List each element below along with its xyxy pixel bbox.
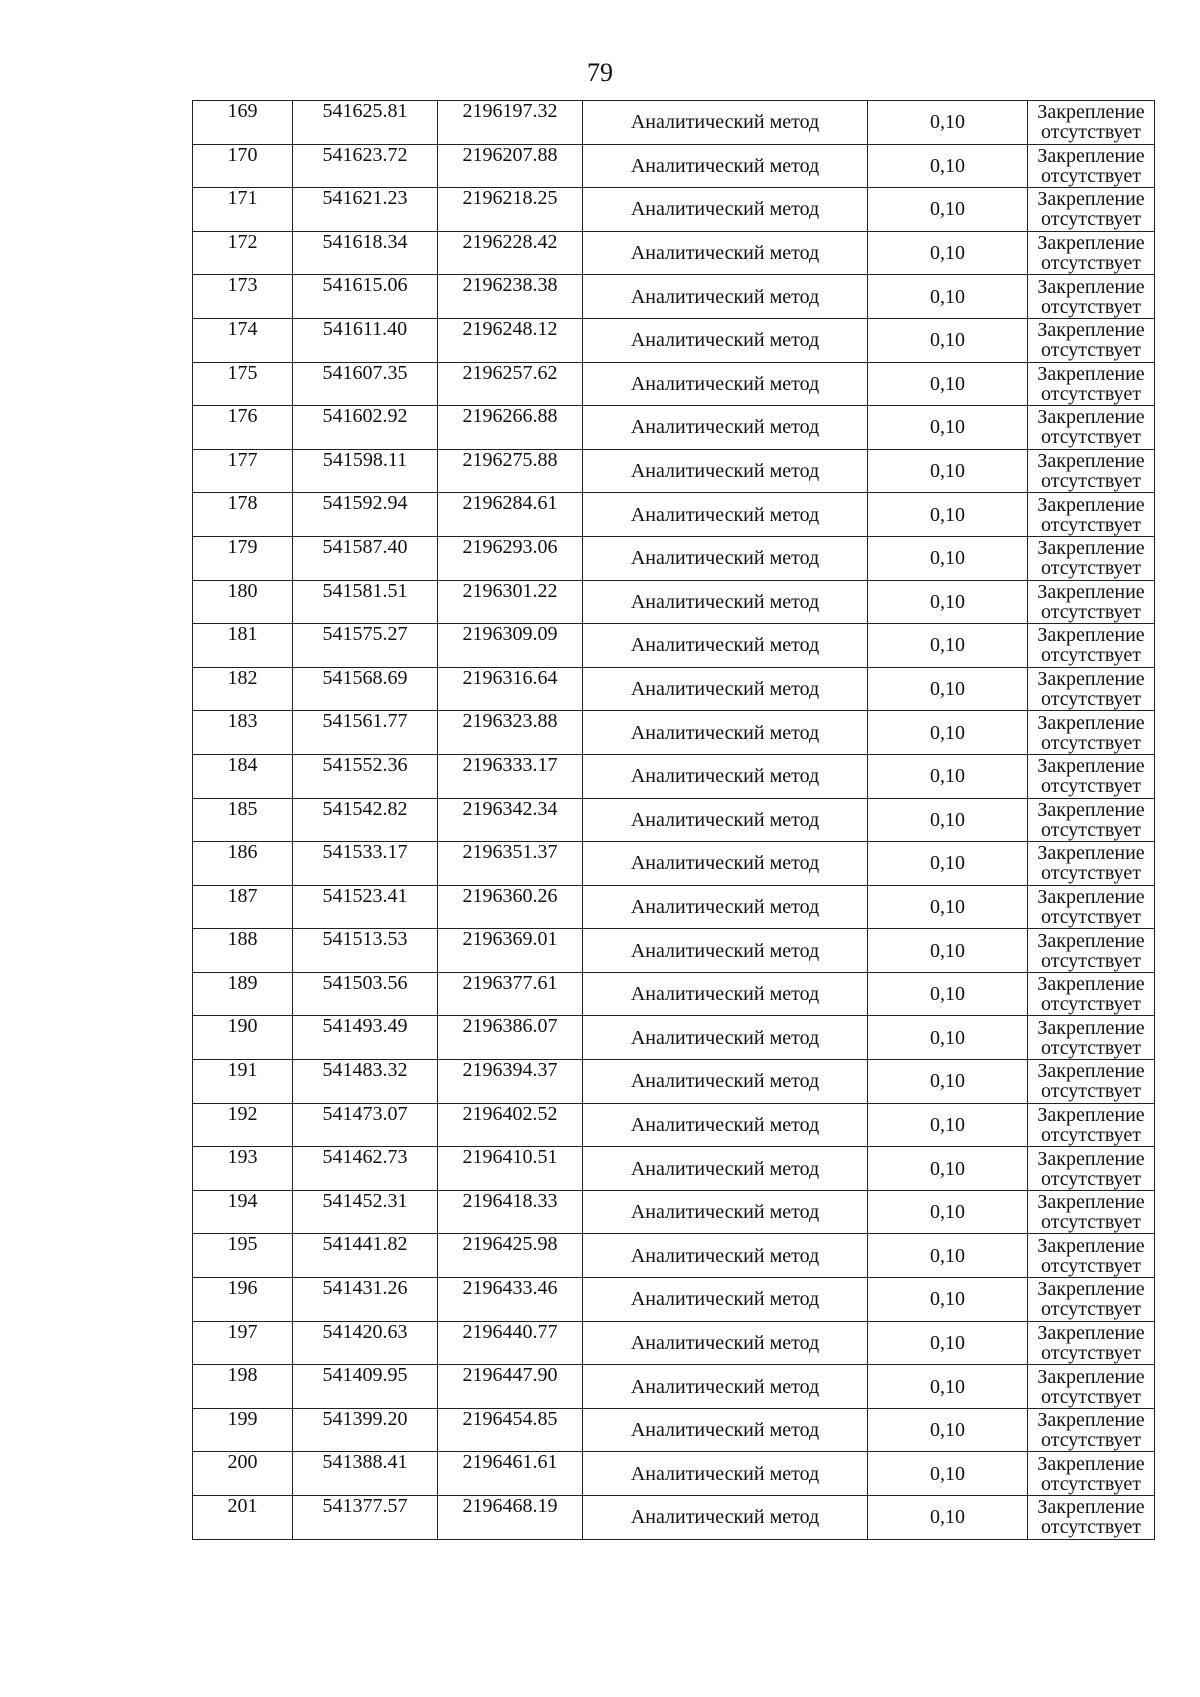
point-number-cell: 178: [193, 493, 293, 537]
precision-cell: 0,10: [868, 1496, 1028, 1540]
table-row: [193, 972, 1155, 1016]
x-coordinate-cell: 541598.11: [293, 449, 438, 493]
point-number-cell: 201: [193, 1496, 293, 1540]
precision-cell: 0,10: [868, 798, 1028, 842]
table-row: [193, 1190, 1155, 1234]
fixation-cell: Закрепление отсутствует: [1028, 1321, 1155, 1365]
x-coordinate-cell: 541568.69: [293, 667, 438, 711]
method-cell: Аналитический метод: [583, 1496, 868, 1540]
method-cell: Аналитический метод: [583, 188, 868, 232]
y-coordinate-cell: 2196248.12: [438, 318, 583, 362]
point-number-cell: 186: [193, 842, 293, 886]
x-coordinate-cell: 541552.36: [293, 754, 438, 798]
y-coordinate-cell: 2196301.22: [438, 580, 583, 624]
fixation-cell: Закрепление отсутствует: [1028, 1452, 1155, 1496]
table-row: [193, 231, 1155, 275]
point-number-cell: 175: [193, 362, 293, 406]
method-cell: Аналитический метод: [583, 1321, 868, 1365]
x-coordinate-cell: 541625.81: [293, 101, 438, 145]
table-row: [193, 406, 1155, 450]
point-number-cell: 169: [193, 101, 293, 145]
x-coordinate-cell: 541533.17: [293, 842, 438, 886]
table-row: [193, 885, 1155, 929]
x-coordinate-cell: 541483.32: [293, 1060, 438, 1104]
method-cell: Аналитический метод: [583, 449, 868, 493]
point-number-cell: 174: [193, 318, 293, 362]
fixation-cell: Закрепление отсутствует: [1028, 798, 1155, 842]
x-coordinate-cell: 541441.82: [293, 1234, 438, 1278]
fixation-cell: Закрепление отсутствует: [1028, 1278, 1155, 1322]
x-coordinate-cell: 541611.40: [293, 318, 438, 362]
y-coordinate-cell: 2196447.90: [438, 1365, 583, 1409]
point-number-cell: 173: [193, 275, 293, 319]
table-row: [193, 275, 1155, 319]
precision-cell: 0,10: [868, 1234, 1028, 1278]
point-number-cell: 171: [193, 188, 293, 232]
y-coordinate-cell: 2196257.62: [438, 362, 583, 406]
y-coordinate-cell: 2196197.32: [438, 101, 583, 145]
point-number-cell: 188: [193, 929, 293, 973]
table-row: [193, 1147, 1155, 1191]
precision-cell: 0,10: [868, 101, 1028, 145]
precision-cell: 0,10: [868, 1147, 1028, 1191]
fixation-cell: Закрепление отсутствует: [1028, 231, 1155, 275]
table-row: [193, 1496, 1155, 1540]
fixation-cell: Закрепление отсутствует: [1028, 1103, 1155, 1147]
precision-cell: 0,10: [868, 624, 1028, 668]
table-row: [193, 188, 1155, 232]
point-number-cell: 180: [193, 580, 293, 624]
table-row: [193, 1321, 1155, 1365]
x-coordinate-cell: 541542.82: [293, 798, 438, 842]
x-coordinate-cell: 541615.06: [293, 275, 438, 319]
x-coordinate-cell: 541431.26: [293, 1278, 438, 1322]
precision-cell: 0,10: [868, 929, 1028, 973]
point-number-cell: 189: [193, 972, 293, 1016]
method-cell: Аналитический метод: [583, 1234, 868, 1278]
x-coordinate-cell: 541513.53: [293, 929, 438, 973]
y-coordinate-cell: 2196266.88: [438, 406, 583, 450]
fixation-cell: Закрепление отсутствует: [1028, 624, 1155, 668]
fixation-cell: Закрепление отсутствует: [1028, 101, 1155, 145]
fixation-cell: Закрепление отсутствует: [1028, 188, 1155, 232]
y-coordinate-cell: 2196369.01: [438, 929, 583, 973]
method-cell: Аналитический метод: [583, 536, 868, 580]
table-row: [193, 624, 1155, 668]
precision-cell: 0,10: [868, 318, 1028, 362]
y-coordinate-cell: 2196351.37: [438, 842, 583, 886]
table-row: [193, 1234, 1155, 1278]
fixation-cell: Закрепление отсутствует: [1028, 929, 1155, 973]
point-number-cell: 195: [193, 1234, 293, 1278]
y-coordinate-cell: 2196433.46: [438, 1278, 583, 1322]
fixation-cell: Закрепление отсутствует: [1028, 275, 1155, 319]
method-cell: Аналитический метод: [583, 1278, 868, 1322]
fixation-cell: Закрепление отсутствует: [1028, 144, 1155, 188]
table-row: [193, 493, 1155, 537]
table-row: [193, 144, 1155, 188]
table-row: [193, 711, 1155, 755]
method-cell: Аналитический метод: [583, 406, 868, 450]
precision-cell: 0,10: [868, 449, 1028, 493]
fixation-cell: Закрепление отсутствует: [1028, 667, 1155, 711]
x-coordinate-cell: 541607.35: [293, 362, 438, 406]
y-coordinate-cell: 2196316.64: [438, 667, 583, 711]
y-coordinate-cell: 2196323.88: [438, 711, 583, 755]
method-cell: Аналитический метод: [583, 972, 868, 1016]
precision-cell: 0,10: [868, 362, 1028, 406]
fixation-cell: Закрепление отсутствует: [1028, 1496, 1155, 1540]
point-number-cell: 181: [193, 624, 293, 668]
fixation-cell: Закрепление отсутствует: [1028, 711, 1155, 755]
point-number-cell: 170: [193, 144, 293, 188]
method-cell: Аналитический метод: [583, 493, 868, 537]
y-coordinate-cell: 2196425.98: [438, 1234, 583, 1278]
precision-cell: 0,10: [868, 1103, 1028, 1147]
table-row: [193, 1060, 1155, 1104]
method-cell: Аналитический метод: [583, 929, 868, 973]
fixation-cell: Закрепление отсутствует: [1028, 842, 1155, 886]
page-number: 79: [587, 58, 613, 87]
precision-cell: 0,10: [868, 1408, 1028, 1452]
method-cell: Аналитический метод: [583, 275, 868, 319]
y-coordinate-cell: 2196284.61: [438, 493, 583, 537]
precision-cell: 0,10: [868, 1190, 1028, 1234]
precision-cell: 0,10: [868, 188, 1028, 232]
y-coordinate-cell: 2196394.37: [438, 1060, 583, 1104]
fixation-cell: Закрепление отсутствует: [1028, 406, 1155, 450]
y-coordinate-cell: 2196207.88: [438, 144, 583, 188]
x-coordinate-cell: 541462.73: [293, 1147, 438, 1191]
method-cell: Аналитический метод: [583, 362, 868, 406]
fixation-cell: Закрепление отсутствует: [1028, 972, 1155, 1016]
method-cell: Аналитический метод: [583, 144, 868, 188]
method-cell: Аналитический метод: [583, 885, 868, 929]
fixation-cell: Закрепление отсутствует: [1028, 1060, 1155, 1104]
table-row: [193, 667, 1155, 711]
method-cell: Аналитический метод: [583, 1147, 868, 1191]
table-row: [193, 842, 1155, 886]
y-coordinate-cell: 2196410.51: [438, 1147, 583, 1191]
table-row: [193, 754, 1155, 798]
method-cell: Аналитический метод: [583, 101, 868, 145]
point-number-cell: 198: [193, 1365, 293, 1409]
x-coordinate-cell: 541587.40: [293, 536, 438, 580]
x-coordinate-cell: 541592.94: [293, 493, 438, 537]
x-coordinate-cell: 541409.95: [293, 1365, 438, 1409]
method-cell: Аналитический метод: [583, 318, 868, 362]
x-coordinate-cell: 541377.57: [293, 1496, 438, 1540]
fixation-cell: Закрепление отсутствует: [1028, 580, 1155, 624]
point-number-cell: 200: [193, 1452, 293, 1496]
y-coordinate-cell: 2196468.19: [438, 1496, 583, 1540]
y-coordinate-cell: 2196228.42: [438, 231, 583, 275]
point-number-cell: 191: [193, 1060, 293, 1104]
method-cell: Аналитический метод: [583, 1103, 868, 1147]
y-coordinate-cell: 2196440.77: [438, 1321, 583, 1365]
table-row: [193, 580, 1155, 624]
table-row: [193, 1408, 1155, 1452]
precision-cell: 0,10: [868, 536, 1028, 580]
point-number-cell: 196: [193, 1278, 293, 1322]
method-cell: Аналитический метод: [583, 842, 868, 886]
point-number-cell: 185: [193, 798, 293, 842]
coordinates-table: [192, 100, 1155, 1540]
fixation-cell: Закрепление отсутствует: [1028, 536, 1155, 580]
table-row: [193, 449, 1155, 493]
point-number-cell: 183: [193, 711, 293, 755]
y-coordinate-cell: 2196418.33: [438, 1190, 583, 1234]
point-number-cell: 184: [193, 754, 293, 798]
method-cell: Аналитический метод: [583, 1408, 868, 1452]
point-number-cell: 190: [193, 1016, 293, 1060]
fixation-cell: Закрепление отсутствует: [1028, 493, 1155, 537]
fixation-cell: Закрепление отсутствует: [1028, 1234, 1155, 1278]
fixation-cell: Закрепление отсутствует: [1028, 1365, 1155, 1409]
fixation-cell: Закрепление отсутствует: [1028, 1408, 1155, 1452]
fixation-cell: Закрепление отсутствует: [1028, 362, 1155, 406]
precision-cell: 0,10: [868, 842, 1028, 886]
point-number-cell: 177: [193, 449, 293, 493]
x-coordinate-cell: 541388.41: [293, 1452, 438, 1496]
x-coordinate-cell: 541503.56: [293, 972, 438, 1016]
fixation-cell: Закрепление отсутствует: [1028, 449, 1155, 493]
point-number-cell: 172: [193, 231, 293, 275]
precision-cell: 0,10: [868, 754, 1028, 798]
x-coordinate-cell: 541581.51: [293, 580, 438, 624]
precision-cell: 0,10: [868, 144, 1028, 188]
fixation-cell: Закрепление отсутствует: [1028, 754, 1155, 798]
precision-cell: 0,10: [868, 406, 1028, 450]
precision-cell: 0,10: [868, 1365, 1028, 1409]
table-row: [193, 318, 1155, 362]
precision-cell: 0,10: [868, 1060, 1028, 1104]
precision-cell: 0,10: [868, 885, 1028, 929]
y-coordinate-cell: 2196309.09: [438, 624, 583, 668]
method-cell: Аналитический метод: [583, 754, 868, 798]
y-coordinate-cell: 2196454.85: [438, 1408, 583, 1452]
method-cell: Аналитический метод: [583, 624, 868, 668]
method-cell: Аналитический метод: [583, 1190, 868, 1234]
y-coordinate-cell: 2196238.38: [438, 275, 583, 319]
x-coordinate-cell: 541621.23: [293, 188, 438, 232]
x-coordinate-cell: 541473.07: [293, 1103, 438, 1147]
y-coordinate-cell: 2196402.52: [438, 1103, 583, 1147]
fixation-cell: Закрепление отсутствует: [1028, 1016, 1155, 1060]
point-number-cell: 182: [193, 667, 293, 711]
coordinates-table-body: [193, 101, 1155, 1540]
precision-cell: 0,10: [868, 275, 1028, 319]
x-coordinate-cell: 541561.77: [293, 711, 438, 755]
table-row: [193, 1452, 1155, 1496]
precision-cell: 0,10: [868, 231, 1028, 275]
precision-cell: 0,10: [868, 711, 1028, 755]
y-coordinate-cell: 2196360.26: [438, 885, 583, 929]
method-cell: Аналитический метод: [583, 1452, 868, 1496]
x-coordinate-cell: 541452.31: [293, 1190, 438, 1234]
fixation-cell: Закрепление отсутствует: [1028, 318, 1155, 362]
point-number-cell: 199: [193, 1408, 293, 1452]
table-row: [193, 1278, 1155, 1322]
y-coordinate-cell: 2196218.25: [438, 188, 583, 232]
method-cell: Аналитический метод: [583, 1016, 868, 1060]
table-row: [193, 798, 1155, 842]
y-coordinate-cell: 2196386.07: [438, 1016, 583, 1060]
x-coordinate-cell: 541623.72: [293, 144, 438, 188]
fixation-cell: Закрепление отсутствует: [1028, 1190, 1155, 1234]
method-cell: Аналитический метод: [583, 711, 868, 755]
x-coordinate-cell: 541618.34: [293, 231, 438, 275]
method-cell: Аналитический метод: [583, 1060, 868, 1104]
x-coordinate-cell: 541523.41: [293, 885, 438, 929]
precision-cell: 0,10: [868, 580, 1028, 624]
point-number-cell: 176: [193, 406, 293, 450]
fixation-cell: Закрепление отсутствует: [1028, 1147, 1155, 1191]
table-row: [193, 929, 1155, 973]
y-coordinate-cell: 2196377.61: [438, 972, 583, 1016]
method-cell: Аналитический метод: [583, 667, 868, 711]
point-number-cell: 192: [193, 1103, 293, 1147]
y-coordinate-cell: 2196461.61: [438, 1452, 583, 1496]
table-row: [193, 1016, 1155, 1060]
table-row: [193, 362, 1155, 406]
y-coordinate-cell: 2196275.88: [438, 449, 583, 493]
y-coordinate-cell: 2196293.06: [438, 536, 583, 580]
x-coordinate-cell: 541575.27: [293, 624, 438, 668]
precision-cell: 0,10: [868, 1452, 1028, 1496]
precision-cell: 0,10: [868, 1321, 1028, 1365]
x-coordinate-cell: 541399.20: [293, 1408, 438, 1452]
precision-cell: 0,10: [868, 493, 1028, 537]
table-row: [193, 536, 1155, 580]
y-coordinate-cell: 2196333.17: [438, 754, 583, 798]
table-row: [193, 101, 1155, 145]
table-row: [193, 1103, 1155, 1147]
method-cell: Аналитический метод: [583, 1365, 868, 1409]
precision-cell: 0,10: [868, 667, 1028, 711]
point-number-cell: 197: [193, 1321, 293, 1365]
method-cell: Аналитический метод: [583, 798, 868, 842]
table-row: [193, 1365, 1155, 1409]
x-coordinate-cell: 541493.49: [293, 1016, 438, 1060]
method-cell: Аналитический метод: [583, 580, 868, 624]
y-coordinate-cell: 2196342.34: [438, 798, 583, 842]
point-number-cell: 193: [193, 1147, 293, 1191]
precision-cell: 0,10: [868, 1016, 1028, 1060]
fixation-cell: Закрепление отсутствует: [1028, 885, 1155, 929]
x-coordinate-cell: 541602.92: [293, 406, 438, 450]
point-number-cell: 179: [193, 536, 293, 580]
x-coordinate-cell: 541420.63: [293, 1321, 438, 1365]
precision-cell: 0,10: [868, 972, 1028, 1016]
point-number-cell: 187: [193, 885, 293, 929]
point-number-cell: 194: [193, 1190, 293, 1234]
precision-cell: 0,10: [868, 1278, 1028, 1322]
method-cell: Аналитический метод: [583, 231, 868, 275]
